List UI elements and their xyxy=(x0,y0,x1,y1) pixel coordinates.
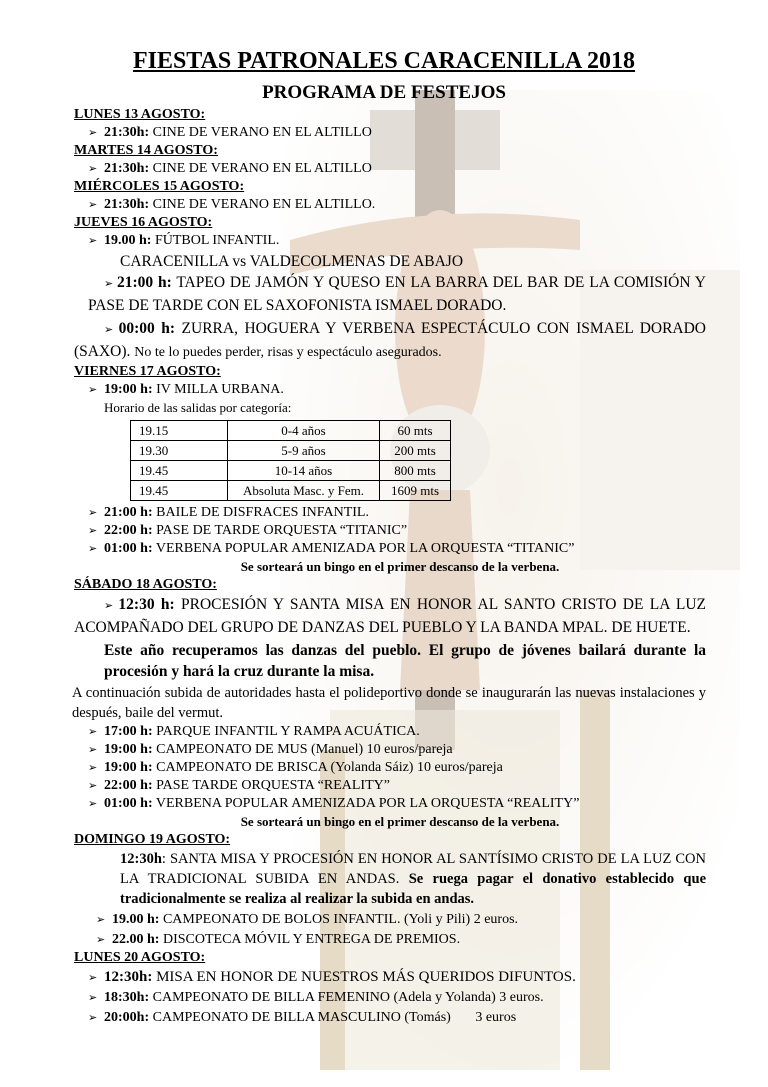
item-text: CAMPEONATO DE BRISCA (Yolanda Sáiz) 10 euros/pareja xyxy=(156,760,503,775)
list-item xyxy=(74,124,706,142)
arrow-bullet-icon: ➢ xyxy=(88,798,98,810)
arrow-bullet-icon: ➢ xyxy=(88,992,98,1004)
item-text: CINE DE VERANO EN EL ALTILLO xyxy=(152,125,372,140)
list-item xyxy=(74,911,706,929)
item-time: 21:30h: xyxy=(104,197,150,212)
arrow-bullet-icon: ➢ xyxy=(88,744,98,756)
arrow-bullet-icon: ➢ xyxy=(88,525,98,537)
item-text: CAMPEONATO DE BILLA MASCULINO (Tomás) 3 euros xyxy=(152,1010,517,1025)
table-cell: 0-4 años xyxy=(228,421,380,441)
arrow-bullet-icon: ➢ xyxy=(88,1012,98,1024)
item-time: 01:00 h: xyxy=(104,541,153,556)
list-item xyxy=(74,1008,706,1028)
donativo-note: Se ruega pagar el donativo establecido que tradicionalmente se realiza al realizar la subida en andas. xyxy=(120,871,706,907)
item-time: 19:00 h: xyxy=(104,760,153,775)
item-time: 22:00 h: xyxy=(104,778,153,793)
arrow-bullet-icon: ➢ xyxy=(104,324,119,336)
arrow-bullet-icon: ➢ xyxy=(88,507,98,519)
table-cell: 200 mts xyxy=(380,441,451,461)
day-heading-domingo19: DOMINGO 19 AGOSTO: xyxy=(74,832,231,847)
arrow-bullet-icon: ➢ xyxy=(96,914,106,926)
list-item xyxy=(74,759,706,777)
item-time: 01:00 h: xyxy=(104,796,153,811)
list-item xyxy=(74,232,706,250)
list-item xyxy=(74,540,706,558)
arrow-bullet-icon: ➢ xyxy=(88,199,98,211)
arrow-bullet-icon: ➢ xyxy=(88,384,98,396)
arrow-bullet-icon: ➢ xyxy=(88,235,98,247)
arrow-bullet-icon: ➢ xyxy=(104,600,119,612)
day-heading-sabado18: SÁBADO 18 AGOSTO: xyxy=(74,577,217,592)
match-line: CARACENILLA vs VALDECOLMENAS DE ABAJO xyxy=(120,253,464,270)
day-heading-miercoles15: MIÉRCOLES 15 AGOSTO: xyxy=(74,179,245,194)
list-item xyxy=(74,723,706,741)
list-item xyxy=(74,988,706,1008)
item-time: 19:00 h: xyxy=(104,382,153,397)
arrow-bullet-icon: ➢ xyxy=(88,726,98,738)
list-item xyxy=(74,741,706,759)
list-item xyxy=(74,381,706,399)
table-caption: Horario de las salidas por categoría: xyxy=(104,400,292,415)
day-heading-lunes20: LUNES 20 AGOSTO: xyxy=(74,950,206,965)
day-heading-viernes17: VIERNES 17 AGOSTO: xyxy=(74,364,221,379)
item-text: PARQUE INFANTIL Y RAMPA ACUÁTICA. xyxy=(156,724,420,739)
arrow-bullet-icon: ➢ xyxy=(88,780,98,792)
table-cell: 10-14 años xyxy=(228,461,380,481)
item-time: 12:30 h: xyxy=(118,596,175,613)
item-text: MISA EN HONOR DE NUESTROS MÁS QUERIDOS DIFUNTOS. xyxy=(156,969,576,985)
list-item xyxy=(74,160,706,178)
item-text: CAMPEONATO DE BOLOS INFANTIL. (Yoli y Pili) 2 euros. xyxy=(162,912,519,927)
item-text: TAPEO DE JAMÓN Y QUESO EN LA BARRA DEL BAR DE LA COMISIÓN Y PASE DE TARDE CON EL SAXOFONISTA ISMAEL DORADO. xyxy=(88,274,706,314)
item-time: 19:00 h: xyxy=(104,742,153,757)
item-text: CAMPEONATO DE MUS (Manuel) 10 euros/pareja xyxy=(156,742,453,757)
table-cell: 19.30 xyxy=(131,441,228,461)
item-text: PASE TARDE ORQUESTA “REALITY” xyxy=(156,778,390,793)
item-text: BAILE DE DISFRACES INFANTIL. xyxy=(156,505,369,520)
list-item xyxy=(74,272,706,316)
page-title: FIESTAS PATRONALES CARACENILLA 2018 xyxy=(132,48,636,74)
day-heading-jueves16: JUEVES 16 AGOSTO: xyxy=(74,215,213,230)
arrow-bullet-icon: ➢ xyxy=(88,163,98,175)
item-time: 22:00 h: xyxy=(104,523,153,538)
item-time: 22.00 h: xyxy=(112,932,160,947)
table-row xyxy=(131,461,451,481)
bingo-note: Se sorteará un bingo en el primer descanso de la verbena. xyxy=(240,559,560,574)
list-item xyxy=(74,967,706,988)
item-text: CINE DE VERANO EN EL ALTILLO. xyxy=(152,197,376,212)
day-heading-lunes13: LUNES 13 AGOSTO: xyxy=(74,107,206,122)
table-row xyxy=(131,421,451,441)
item-note: No te lo puedes perder, risas y espectáculo asegurados. xyxy=(134,345,442,360)
item-text: CINE DE VERANO EN EL ALTILLO xyxy=(152,161,372,176)
item-text: PASE DE TARDE ORQUESTA “TITANIC” xyxy=(156,523,408,538)
arrow-bullet-icon: ➢ xyxy=(96,934,106,946)
table-row xyxy=(131,481,451,501)
table-cell: 19.15 xyxy=(131,421,228,441)
bingo-note: Se sorteará un bingo en el primer descanso de la verbena. xyxy=(240,814,560,829)
table-cell: 19.45 xyxy=(131,481,228,501)
item-text: PROCESIÓN Y SANTA MISA EN HONOR AL SANTO CRISTO DE LA LUZ ACOMPAÑADO DEL GRUPO DE DANZAS DEL PUEBLO Y LA BANDA MPAL. DE HUETE. xyxy=(74,596,707,636)
misa-paragraph xyxy=(74,849,706,909)
list-item xyxy=(74,594,706,638)
arrow-bullet-icon: ➢ xyxy=(88,127,98,139)
item-time: 21:30h: xyxy=(104,125,150,140)
item-time: 18:30h: xyxy=(104,990,150,1005)
item-time: 19.00 h: xyxy=(112,912,160,927)
list-item xyxy=(74,196,706,214)
item-time: 00:00 h: xyxy=(118,320,176,337)
danzas-note: Este año recuperamos las danzas del pueblo. El grupo de jóvenes bailará durante la procesión y hará la cruz durante la misa. xyxy=(104,642,706,680)
page-subtitle: PROGRAMA DE FESTEJOS xyxy=(262,82,506,103)
item-text: FÚTBOL INFANTIL. xyxy=(154,233,280,248)
autoridades-paragraph: A continuación subida de autoridades hasta el polideportivo donde se inaugurarán las nuevas instalaciones y después, baile del vermut. xyxy=(72,685,706,721)
item-text: VERBENA POPULAR AMENIZADA POR LA ORQUESTA “REALITY” xyxy=(155,796,580,811)
item-text: IV MILLA URBANA. xyxy=(156,382,284,397)
table-cell: 5-9 años xyxy=(228,441,380,461)
list-item xyxy=(74,522,706,540)
item-text: CAMPEONATO DE BILLA FEMENINO (Adela y Yolanda) 3 euros. xyxy=(152,990,544,1005)
item-time: 21:30h: xyxy=(104,161,150,176)
table-cell: 19.45 xyxy=(131,461,228,481)
arrow-bullet-icon: ➢ xyxy=(104,278,117,290)
list-item xyxy=(74,795,706,813)
item-text: DISCOTECA MÓVIL Y ENTREGA DE PREMIOS. xyxy=(162,932,461,947)
item-time: 21:00 h: xyxy=(104,505,153,520)
item-time: 12:30h xyxy=(120,851,162,867)
item-time: 20:00h: xyxy=(104,1010,150,1025)
list-item xyxy=(74,504,706,522)
arrow-bullet-icon: ➢ xyxy=(88,543,98,555)
table-cell: 60 mts xyxy=(380,421,451,441)
race-schedule-table xyxy=(130,420,451,501)
item-text: VERBENA POPULAR AMENIZADA POR LA ORQUESTA “TITANIC” xyxy=(155,541,575,556)
list-item xyxy=(74,318,706,363)
table-cell: Absoluta Masc. y Fem. xyxy=(228,481,380,501)
arrow-bullet-icon: ➢ xyxy=(88,972,98,984)
table-row xyxy=(131,441,451,461)
item-text: ZURRA, HOGUERA Y VERBENA ESPECTÁCULO CON ISMAEL DORADO (SAXO). xyxy=(74,320,706,360)
item-time: 17:00 h: xyxy=(104,724,153,739)
arrow-bullet-icon: ➢ xyxy=(88,762,98,774)
program-content xyxy=(74,106,706,1028)
item-time: 12:30h: xyxy=(104,969,153,985)
list-item xyxy=(74,777,706,795)
item-text: : SANTA MISA Y PROCESIÓN EN HONOR AL SANTÍSIMO CRISTO DE LA LUZ CON LA TRADICIONAL SUBIDA EN ANDAS. xyxy=(120,851,706,887)
list-item xyxy=(74,931,706,949)
table-cell: 1609 mts xyxy=(380,481,451,501)
table-cell: 800 mts xyxy=(380,461,451,481)
item-time: 19.00 h: xyxy=(104,233,152,248)
day-heading-martes14: MARTES 14 AGOSTO: xyxy=(74,143,218,158)
item-time: 21:00 h: xyxy=(116,274,172,291)
